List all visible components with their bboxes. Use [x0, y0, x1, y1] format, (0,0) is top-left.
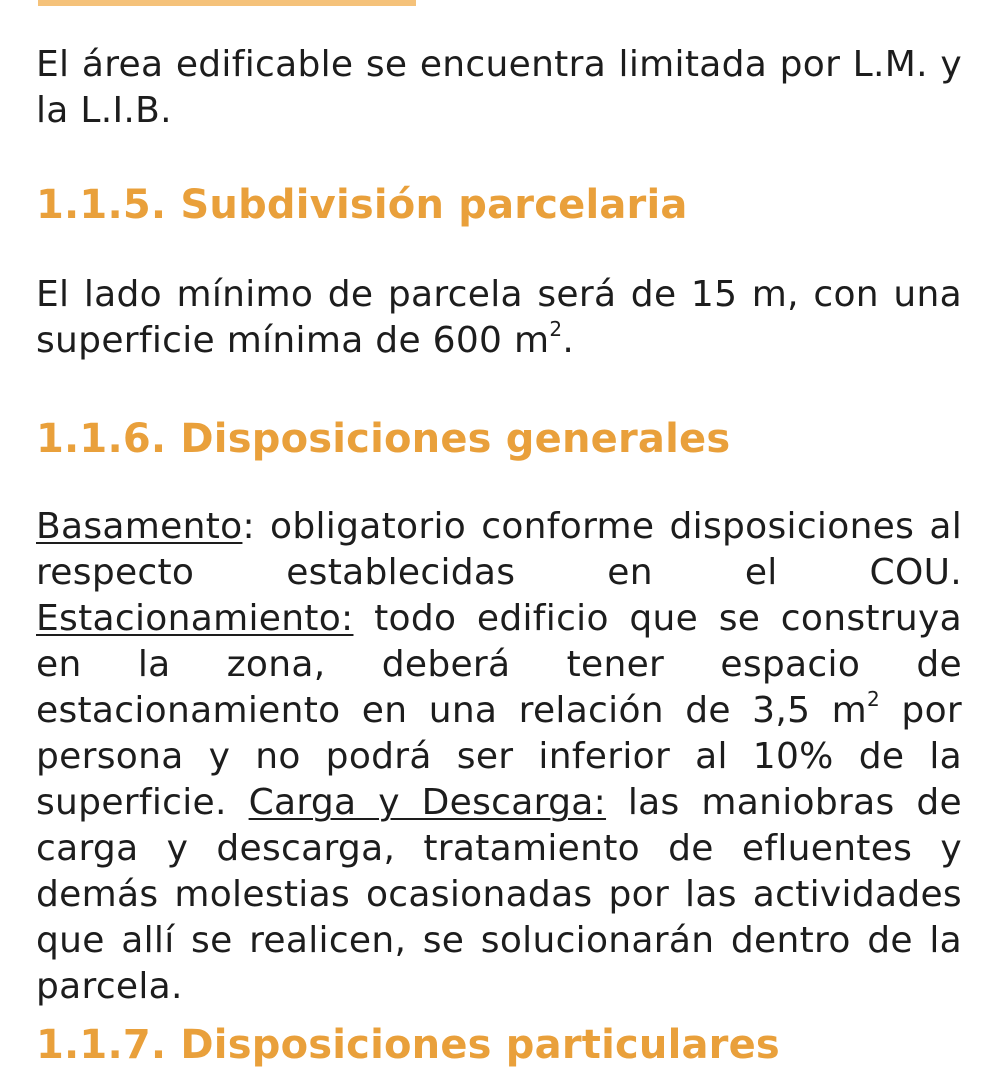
superscript-2: 2	[867, 687, 881, 711]
subdivision-text: El lado mínimo de parcela será de 15 m, con una superficie mínima de 600 m	[36, 274, 962, 361]
heading-disposiciones-particulares: 1.1.7. Disposiciones particulares	[36, 1022, 780, 1068]
estacionamiento-text-end: por persona y no podrá ser inferior al 10% de la superficie.	[36, 690, 962, 823]
disposiciones-generales-paragraph	[36, 504, 962, 1010]
carga-descarga-text: las maniobras de carga y descarga, tratamiento de efluentes y demás molestias ocasionadas por las actividades que allí se realicen, se solucionarán dentro de la parcela.	[36, 782, 962, 1007]
estacionamiento-text: todo edificio que se construya en la zona, deberá tener espacio de estacionamiento en una relación de 3,5 m	[36, 598, 962, 731]
heading-disposiciones-generales: 1.1.6. Disposiciones generales	[36, 416, 731, 462]
heading-subdivision-parcelaria: 1.1.5. Subdivisión parcelaria	[36, 182, 688, 228]
top-decorative-bar	[38, 0, 416, 6]
estacionamiento-label: Estacionamiento:	[36, 598, 354, 639]
basamento-text: : obligatorio conforme disposiciones al respecto establecidas en el COU.	[36, 506, 962, 593]
basamento-label: Basamento	[36, 506, 243, 547]
superscript-2: 2	[549, 317, 563, 341]
subdivision-text-end: .	[562, 320, 575, 361]
carga-descarga-label: Carga y Descarga:	[248, 782, 607, 823]
intro-paragraph: El área edificable se encuentra limitada por L.M. y la L.I.B.	[36, 44, 962, 131]
subdivision-paragraph	[36, 272, 962, 364]
